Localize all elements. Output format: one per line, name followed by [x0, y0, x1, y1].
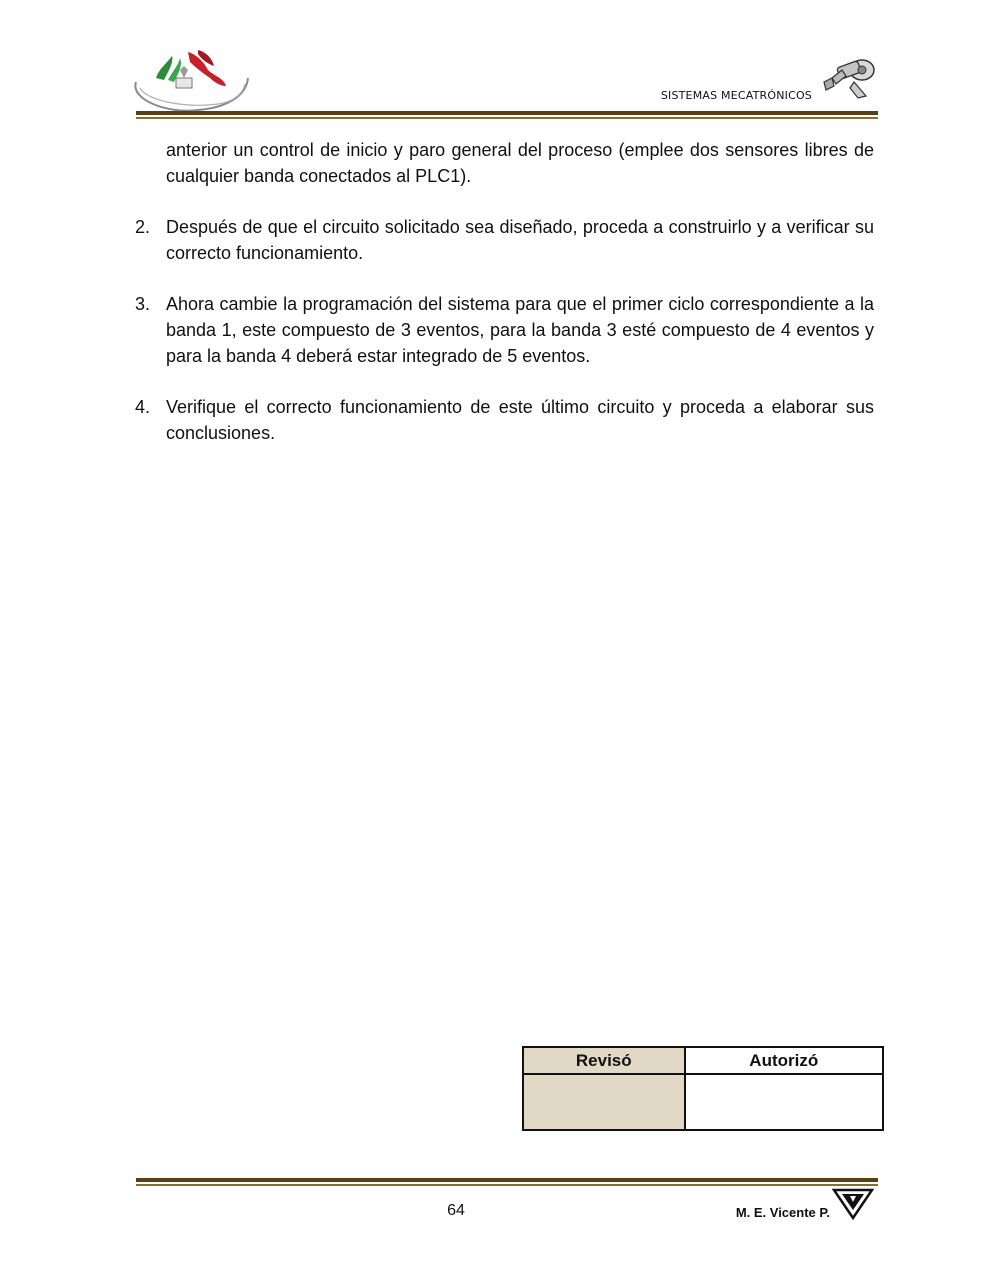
- reviewed-header: Revisó: [523, 1047, 685, 1074]
- robot-arm-icon: [818, 52, 878, 102]
- author-name: M. E. Vicente P.: [735, 1205, 830, 1220]
- list-item: [135, 394, 874, 446]
- authorized-header: Autorizó: [685, 1047, 883, 1074]
- list-item: [135, 291, 874, 369]
- footer-rule-thin: [136, 1184, 878, 1186]
- mexico-map-institution-logo-icon: [128, 42, 253, 114]
- continuation-paragraph: anterior un control de inicio y paro general del proceso (emplee dos sensores libres de cualquier banda conectados al PLC1).: [166, 140, 874, 186]
- header-rule-thin: [136, 117, 878, 119]
- list-item-text: Ahora cambie la programación del sistema para que el primer ciclo correspondiente a la banda 1, este compuesto de 3 eventos, para la banda 3 esté compuesto de 4 eventos y para la banda 4 deberá estar integrado de 5 eventos.: [166, 294, 874, 366]
- institution-logo: [128, 42, 253, 114]
- list-item-number: 4.: [135, 397, 151, 417]
- list-item-number: 3.: [135, 294, 151, 314]
- list-item-text: Verifique el correcto funcionamiento de este último circuito y proceda a elaborar sus conclusiones.: [166, 397, 874, 443]
- triangle-emblem-icon: [832, 1186, 874, 1220]
- document-body: [135, 137, 874, 471]
- header-rule: [136, 111, 878, 115]
- list-item-text: Después de que el circuito solicitado sea diseñado, proceda a construirlo y a verificar su correcto funcionamiento.: [166, 217, 874, 263]
- authorized-signature-cell: [685, 1074, 883, 1130]
- list-item: [135, 214, 874, 266]
- page-number: 64: [447, 1202, 465, 1219]
- header-title: SISTEMAS MECATRÓNICOS: [660, 89, 812, 102]
- list-item-number: 2.: [135, 217, 151, 237]
- footer-rule: [136, 1178, 878, 1182]
- approval-table: [522, 1046, 884, 1131]
- robot-logo: [818, 52, 878, 102]
- footer-emblem: [832, 1186, 874, 1220]
- reviewed-signature-cell: [523, 1074, 685, 1130]
